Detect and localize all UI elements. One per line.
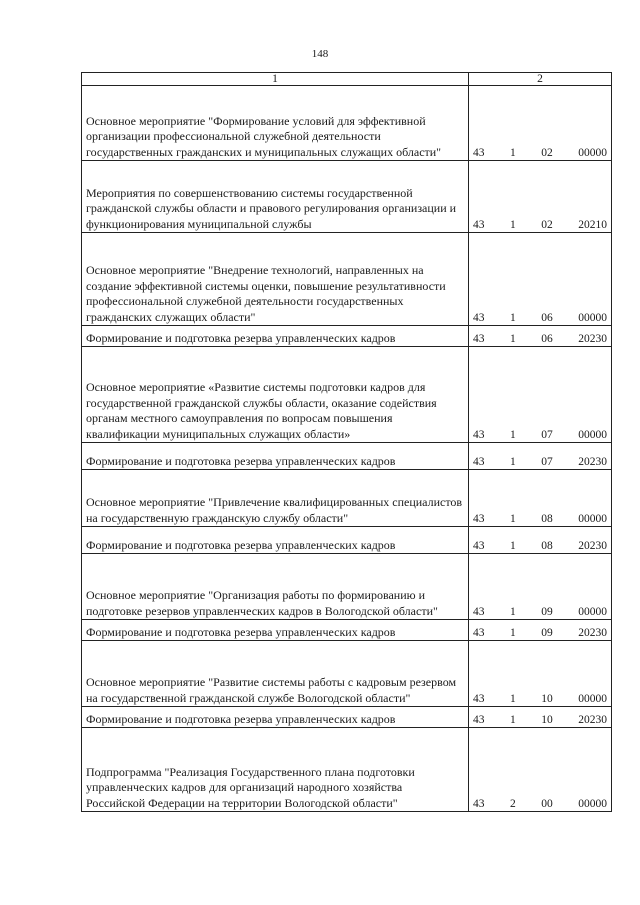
- code-main-activity: 10: [541, 693, 553, 705]
- row-description: Основное мероприятие «Развитие системы подготовки кадров для государственной гражданской службы области, оказание содействия органам местного самоуправления по вопросам повышения квалификации муниципальных служащих области»: [82, 347, 469, 443]
- code-segments: [473, 692, 607, 706]
- table-row: [82, 728, 612, 812]
- row-classification-code: [469, 347, 612, 443]
- row-description: Основное мероприятие "Организация работы по формированию и подготовке резервов управленческих кадров в Вологодской области": [82, 554, 469, 620]
- code-main-activity: 02: [541, 147, 553, 159]
- row-classification-code: [469, 443, 612, 470]
- row-classification-code: [469, 641, 612, 707]
- code-main-activity: 00: [541, 798, 553, 810]
- code-subprogram: 1: [510, 693, 516, 705]
- code-subprogram: 2: [510, 798, 516, 810]
- code-main-activity: 06: [541, 312, 553, 324]
- code-program: 43: [473, 219, 485, 231]
- code-main-activity: 09: [541, 627, 553, 639]
- code-segments: [473, 713, 607, 727]
- code-subprogram: 1: [510, 513, 516, 525]
- table-row: [82, 527, 612, 554]
- code-segments: [473, 428, 607, 442]
- row-classification-code: [469, 326, 612, 347]
- row-classification-code: [469, 233, 612, 326]
- row-classification-code: [469, 161, 612, 233]
- code-direction: 20230: [578, 333, 607, 345]
- code-subprogram: 1: [510, 312, 516, 324]
- row-classification-code: [469, 707, 612, 728]
- budget-classification-table: [81, 72, 612, 812]
- code-direction: 00000: [578, 312, 607, 324]
- code-direction: 20230: [578, 456, 607, 468]
- table-row: [82, 620, 612, 641]
- code-subprogram: 1: [510, 219, 516, 231]
- code-main-activity: 07: [541, 456, 553, 468]
- code-direction: 00000: [578, 693, 607, 705]
- row-description: Основное мероприятие "Внедрение технологий, направленных на создание эффективной системы оценки, повышение результативности профессиональной служебной деятельности государственных гражданских служащих области": [82, 233, 469, 326]
- code-segments: [473, 218, 607, 232]
- code-program: 43: [473, 429, 485, 441]
- code-segments: [473, 797, 607, 811]
- code-direction: 20230: [578, 540, 607, 552]
- code-subprogram: 1: [510, 627, 516, 639]
- row-classification-code: [469, 470, 612, 527]
- table-row: [82, 470, 612, 527]
- code-segments: [473, 605, 607, 619]
- code-main-activity: 07: [541, 429, 553, 441]
- code-program: 43: [473, 606, 485, 618]
- code-segments: [473, 311, 607, 325]
- code-direction: 20230: [578, 714, 607, 726]
- code-subprogram: 1: [510, 606, 516, 618]
- code-program: 43: [473, 456, 485, 468]
- code-subprogram: 1: [510, 147, 516, 159]
- code-program: 43: [473, 714, 485, 726]
- code-program: 43: [473, 312, 485, 324]
- code-direction: 20230: [578, 627, 607, 639]
- code-segments: [473, 332, 607, 346]
- code-subprogram: 1: [510, 714, 516, 726]
- code-program: 43: [473, 798, 485, 810]
- row-description: Формирование и подготовка резерва управленческих кадров: [82, 707, 469, 728]
- table-row: [82, 707, 612, 728]
- code-direction: 00000: [578, 513, 607, 525]
- table-row: [82, 554, 612, 620]
- table-row: [82, 233, 612, 326]
- code-direction: 00000: [578, 429, 607, 441]
- column-header-1: 1: [82, 73, 469, 86]
- code-direction: 00000: [578, 147, 607, 159]
- row-description: Формирование и подготовка резерва управленческих кадров: [82, 620, 469, 641]
- row-description: Формирование и подготовка резерва управленческих кадров: [82, 443, 469, 470]
- code-segments: [473, 539, 607, 553]
- row-classification-code: [469, 527, 612, 554]
- code-main-activity: 08: [541, 513, 553, 525]
- code-program: 43: [473, 693, 485, 705]
- row-classification-code: [469, 554, 612, 620]
- row-classification-code: [469, 86, 612, 161]
- code-segments: [473, 146, 607, 160]
- row-description: Основное мероприятие "Формирование условий для эффективной организации профессиональной служебной деятельности государственных гражданских и муниципальных служащих области": [82, 86, 469, 161]
- code-program: 43: [473, 540, 485, 552]
- table-row: [82, 326, 612, 347]
- code-program: 43: [473, 333, 485, 345]
- code-main-activity: 10: [541, 714, 553, 726]
- row-description: Мероприятия по совершенствованию системы государственной гражданской службы области и правового регулирования организации и функционирования муниципальной службы: [82, 161, 469, 233]
- code-main-activity: 08: [541, 540, 553, 552]
- code-main-activity: 06: [541, 333, 553, 345]
- code-direction: 00000: [578, 606, 607, 618]
- column-header-2: 2: [469, 73, 612, 86]
- code-direction: 00000: [578, 798, 607, 810]
- code-subprogram: 1: [510, 333, 516, 345]
- row-description: Формирование и подготовка резерва управленческих кадров: [82, 527, 469, 554]
- page-number: 148: [311, 48, 329, 60]
- code-segments: [473, 512, 607, 526]
- code-program: 43: [473, 513, 485, 525]
- row-description: Основное мероприятие "Развитие системы работы с кадровым резервом на государственной гражданской службе Вологодской области": [82, 641, 469, 707]
- code-program: 43: [473, 627, 485, 639]
- code-program: 43: [473, 147, 485, 159]
- table-body: [82, 86, 612, 812]
- row-classification-code: [469, 728, 612, 812]
- code-segments: [473, 455, 607, 469]
- table-row: [82, 443, 612, 470]
- code-subprogram: 1: [510, 456, 516, 468]
- table-header-row: [82, 73, 612, 86]
- code-subprogram: 1: [510, 429, 516, 441]
- code-main-activity: 09: [541, 606, 553, 618]
- table-row: [82, 86, 612, 161]
- table-row: [82, 347, 612, 443]
- code-subprogram: 1: [510, 540, 516, 552]
- table-row: [82, 641, 612, 707]
- row-description: Формирование и подготовка резерва управленческих кадров: [82, 326, 469, 347]
- code-main-activity: 02: [541, 219, 553, 231]
- row-description: Основное мероприятие "Привлечение квалифицированных специалистов на государственную гражданскую службу области": [82, 470, 469, 527]
- row-classification-code: [469, 620, 612, 641]
- code-direction: 20210: [578, 219, 607, 231]
- code-segments: [473, 626, 607, 640]
- row-description: Подпрограмма "Реализация Государственного плана подготовки управленческих кадров для организаций народного хозяйства Российской Федерации на территории Вологодской области": [82, 728, 469, 812]
- table-row: [82, 161, 612, 233]
